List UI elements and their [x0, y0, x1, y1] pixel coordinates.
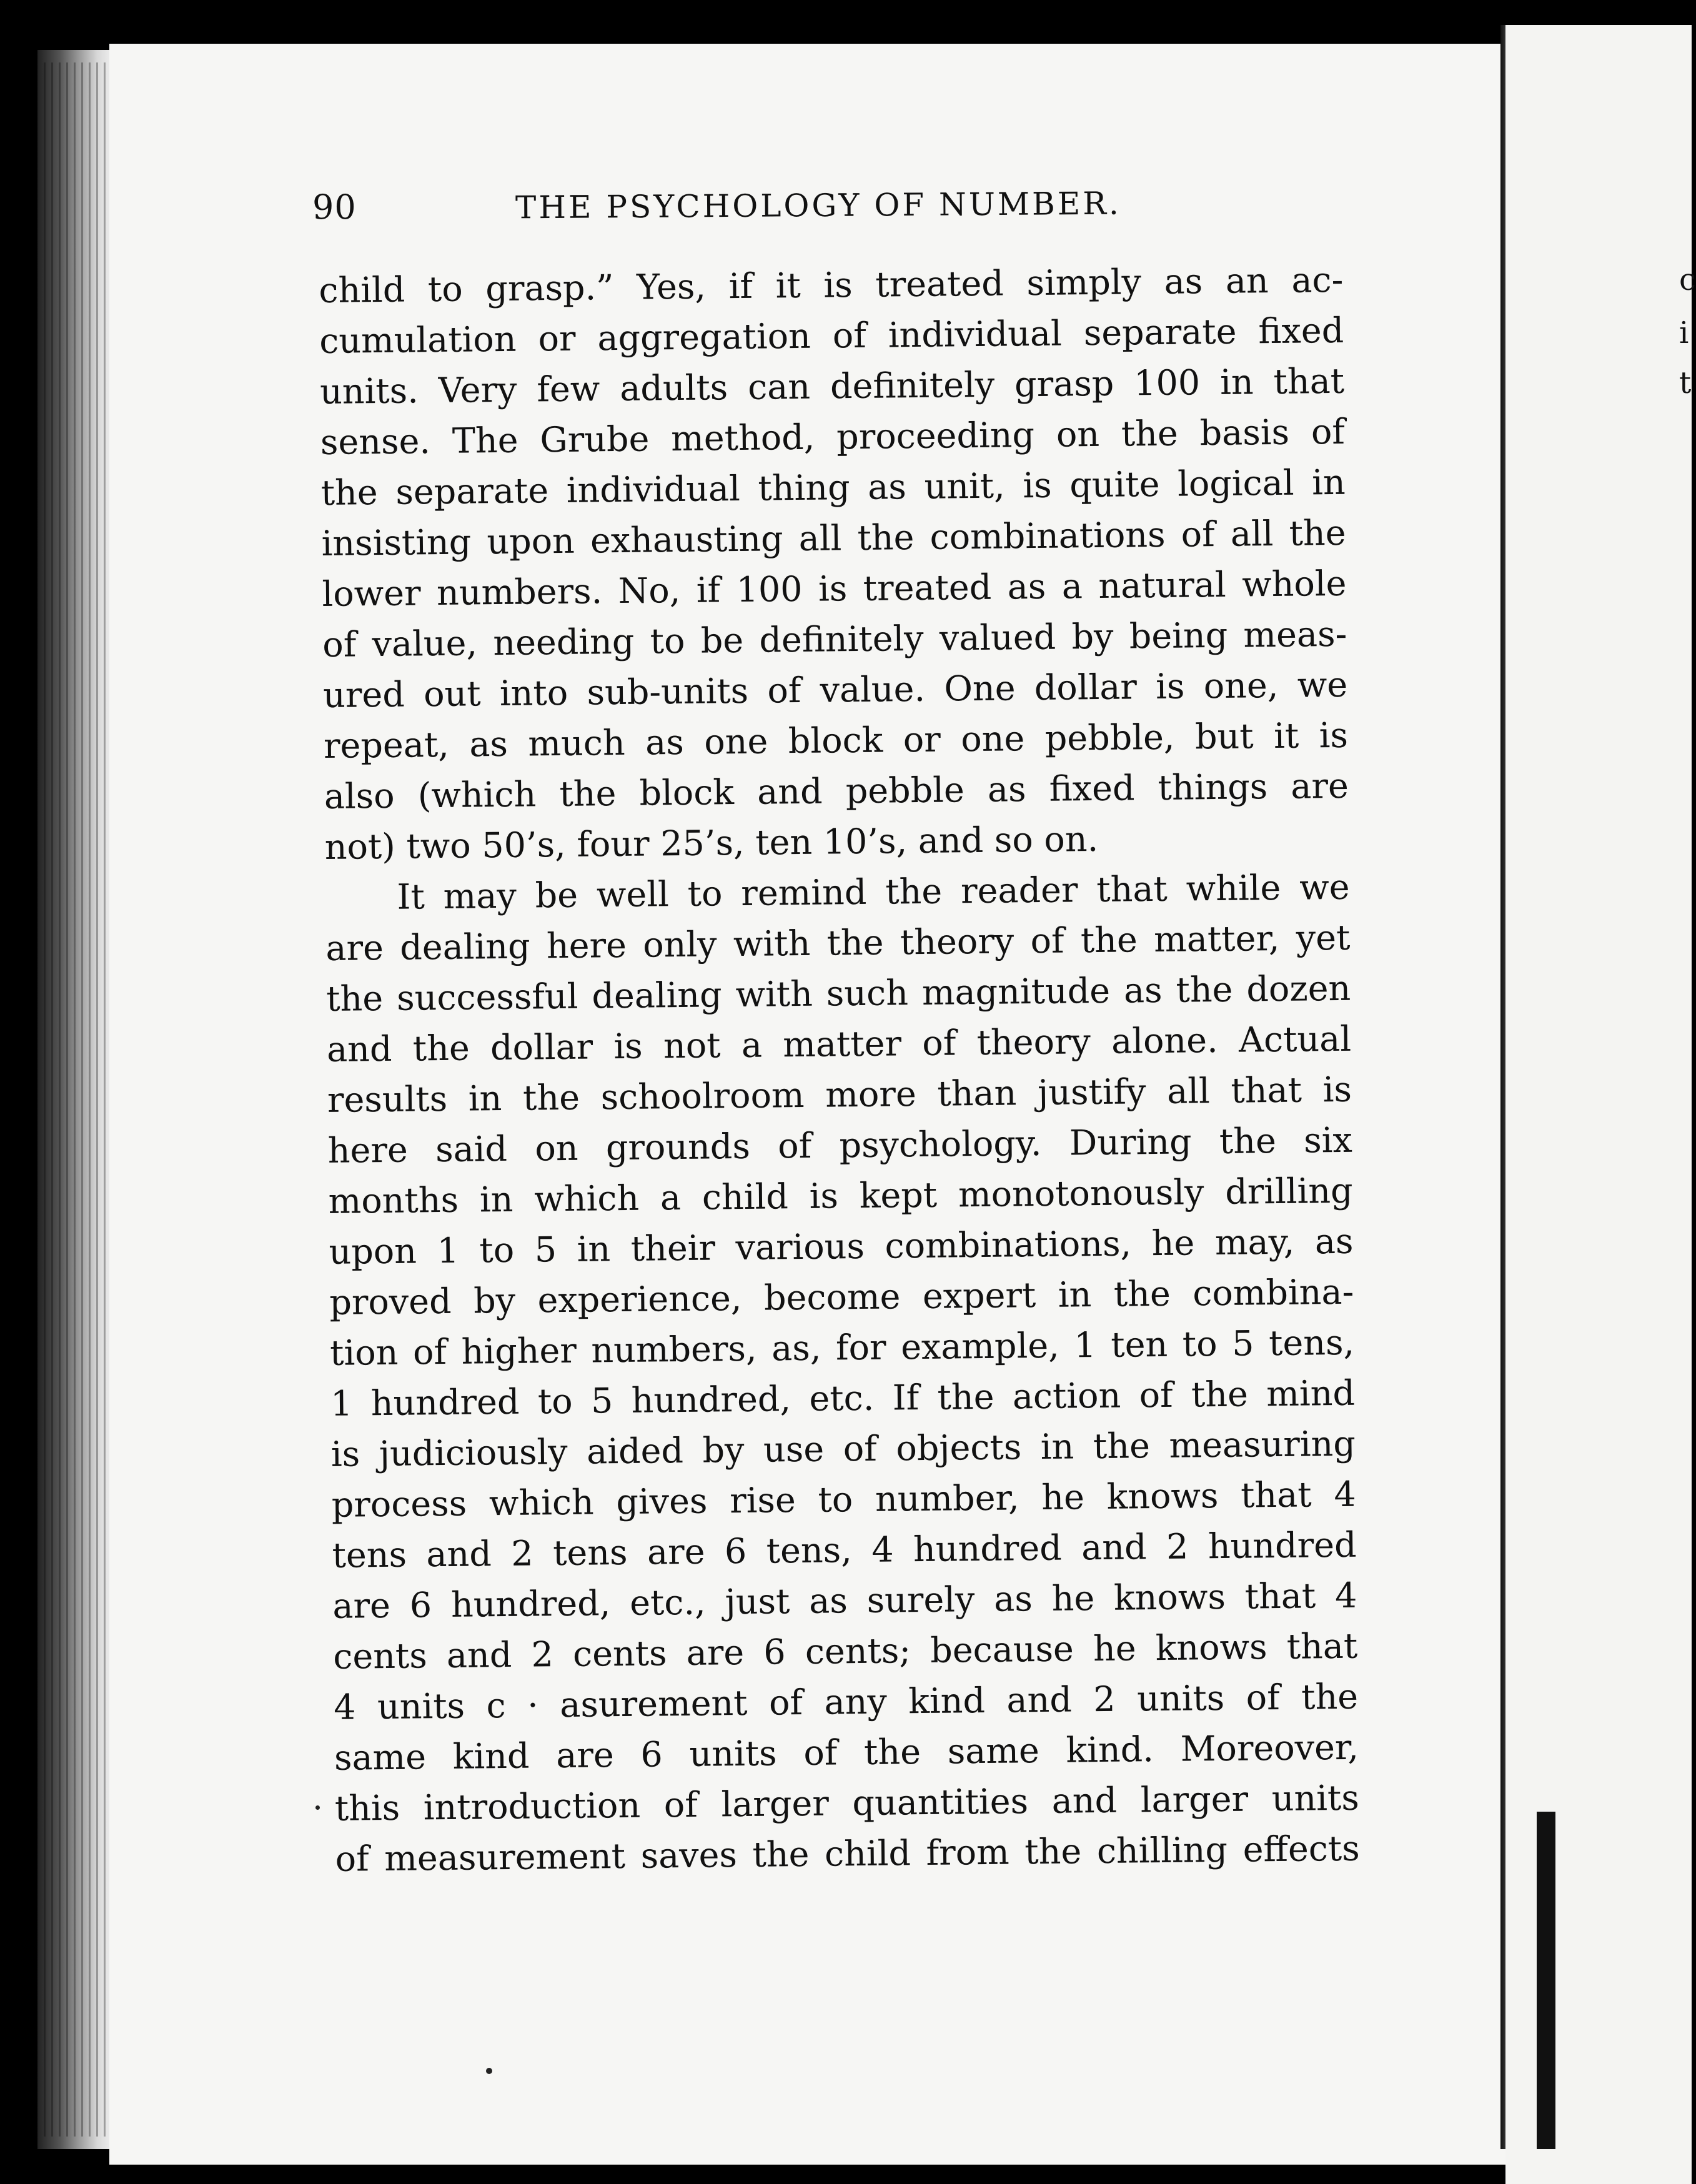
text-line: also (which the block and pebble as fixed things are: [324, 765, 1349, 817]
text-line: months in which a child is kept monotonously drilling: [328, 1170, 1353, 1222]
text-line: It may be well to remind the reader that while we: [397, 866, 1350, 918]
text-line: is judiciously aided by use of objects in the measuring: [330, 1423, 1356, 1475]
page-header: [312, 187, 1362, 237]
text-line: units. Very few adults can definitely grasp 100 in that: [319, 360, 1345, 412]
text-line: cents and 2 cents are 6 cents; because he knows that: [332, 1626, 1358, 1677]
paragraph-2: [325, 862, 1360, 1885]
text-line: cumulation or aggregation of individual separate fixed: [319, 310, 1344, 362]
text-line: of value, needing to be definitely valued by being meas-: [322, 613, 1347, 665]
text-line: ured out into sub-units of value. One dollar is one, we: [322, 664, 1348, 716]
text-line: the successful dealing with such magnitude as the dozen: [325, 968, 1351, 1020]
text-line: here said on grounds of psychology. During the six: [327, 1119, 1353, 1171]
page-edges-texture: [44, 62, 106, 2137]
facing-page-letter: c: [1679, 262, 1696, 297]
text-line: are 6 hundred, etc., just as surely as he knows that 4: [332, 1575, 1357, 1627]
text-line: results in the schoolroom more than justify all that is: [327, 1069, 1352, 1121]
text-line: repeat, as much as one block or one pebble, but it is: [323, 715, 1349, 767]
text-line: 4 units c · asurement of any kind and 2 units of the: [333, 1676, 1359, 1728]
speck-mark: [315, 1805, 320, 1810]
facing-page-sliver: [1505, 25, 1692, 2184]
text-line: not) two 50’s, four 25’s, ten 10’s, and so on.: [324, 818, 1099, 868]
text-line: proved by experience, become expert in the combina-: [329, 1271, 1354, 1323]
facing-page-shadow: [1537, 1812, 1555, 2149]
text-line: and the dollar is not a matter of theory alone. Actual: [326, 1018, 1352, 1070]
page-number: 90: [312, 187, 357, 227]
text-line: same kind are 6 units of the same kind. Moreover,: [334, 1727, 1359, 1779]
text-line: this introduction of larger quantities and larger units: [334, 1777, 1360, 1829]
running-title: THE PSYCHOLOGY OF NUMBER.: [515, 185, 1122, 226]
text-line: insisting upon exhausting all the combinations of all the: [321, 512, 1346, 564]
facing-page-letter: i: [1679, 315, 1689, 350]
text-line: lower numbers. No, if 100 is treated as a natural whole: [322, 563, 1347, 615]
text-line: upon 1 to 5 in their various combinations, he may, as: [329, 1221, 1354, 1273]
paragraph-1: [319, 255, 1349, 873]
text-line: are dealing here only with the theory of the matter, yet: [325, 917, 1351, 969]
text-line: sense. The Grube method, proceeding on the basis of: [320, 411, 1346, 463]
speck-mark: [486, 2068, 492, 2074]
text-line: process which gives rise to number, he knows that 4: [331, 1474, 1357, 1526]
facing-page-letter: t: [1679, 365, 1692, 400]
text-line: the separate individual thing as unit, is quite logical in: [320, 462, 1346, 514]
text-line: child to grasp.” Yes, if it is treated simply as an ac-: [319, 259, 1344, 311]
text-line: tens and 2 tens are 6 tens, 4 hundred and 2 hundred: [332, 1524, 1357, 1576]
text-line: of measurement saves the child from the chilling effects: [335, 1828, 1360, 1880]
body-text: [319, 255, 1360, 1885]
text-line: tion of higher numbers, as, for example, 1 ten to 5 tens,: [329, 1322, 1355, 1374]
text-line: 1 hundred to 5 hundred, etc. If the action of the mind: [330, 1372, 1356, 1424]
